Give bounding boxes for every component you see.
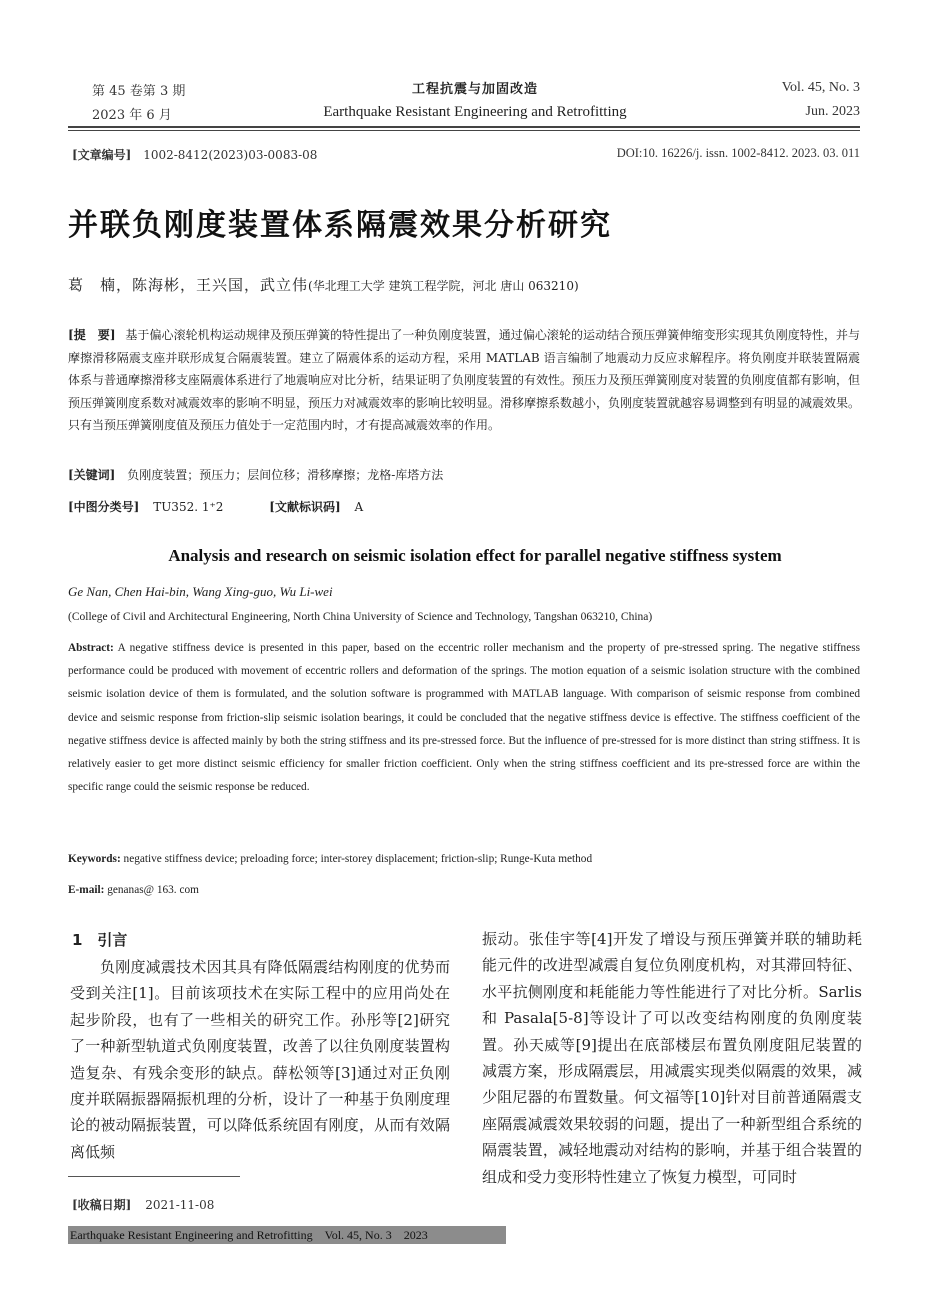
section-heading: 1 引言 bbox=[72, 931, 128, 949]
clc-value: TU352. 1⁺2 bbox=[153, 500, 224, 514]
doc-code-label: [文献标识码] bbox=[269, 500, 341, 514]
classification-line bbox=[68, 496, 860, 519]
abstract-en bbox=[68, 637, 860, 799]
email-value: genanas@ 163. com bbox=[107, 884, 199, 896]
doi: DOI:10. 16226/j. issn. 1002-8412. 2023. 03. 011 bbox=[616, 146, 860, 160]
authors-cn bbox=[68, 274, 579, 295]
affiliation-cn: (华北理工大学 建筑工程学院，河北 唐山 063210) bbox=[308, 279, 579, 293]
volume-issue-en: Vol. 45, No. 3 bbox=[781, 80, 860, 95]
abstract-en-label: Abstract: bbox=[68, 642, 114, 654]
abstract-en-text: A negative stiffness device is presented in this paper, based on the eccentric roller mechanism and the property of pre-stressed spring. The negative stiffness performance could be produced with movement of eccentric rollers and deformation of the springs. The motion equation of a seismic isolation structure with the combined seismic isolation device of them is formulated, and the solution software is programmed with MATLAB language. With comparison of seismic response from combined device and seismic response from friction-slip seismic isolation bearings, it could be concluded that the negative stiffness device is effective. The stiffness coefficient of the negative stiffness device is affected mainly by both the string stiffness and its pre-stressed force. But the influence of pre-stressed for is more distinct than string stiffness. It is relatively easier to get more distinct seismic efficiency for smaller friction coefficient. Only when the string stiffness coefficient and its pre-stressed force are within the specific range could the seismic response be reduced. bbox=[68, 642, 861, 794]
date-cn: 2023 年 6 月 bbox=[92, 108, 172, 123]
body-left-column: 负刚度减震技术因其具有降低隔震结构刚度的优势而受到关注[1]。目前该项技术在实际工程中的应用尚处在起步阶段，也有了一些相关的研究工作。孙彤等[2]研究了一种新型轨道式负刚度装置，改善了以往负刚度装置构造复杂、有残余变形的缺点。薛松领等[3]通过对正负刚度并联隔振器隔振机理的分析，设计了一种基于负刚度理论的被动隔振装置，可以降低系统固有刚度，从而有效隔离低频 bbox=[70, 958, 450, 1161]
received-date-value: 2021-11-08 bbox=[145, 1198, 215, 1212]
journal-name-cn: 工程抗震与加固改造 bbox=[411, 82, 538, 97]
journal-name-en: Earthquake Resistant Engineering and Retrofitting bbox=[323, 104, 627, 120]
footnote-rule bbox=[68, 1176, 240, 1177]
article-number-value: 1002-8412(2023)03-0083-08 bbox=[143, 148, 318, 162]
page-title: 并联负刚度装置体系隔震效果分析研究 bbox=[68, 208, 612, 243]
keywords-cn-label: [关键词] bbox=[68, 468, 116, 482]
page-footer: Earthquake Resistant Engineering and Retrofitting Vol. 45, No. 3 2023 bbox=[68, 1226, 506, 1244]
abstract-cn-label: [提 要] bbox=[68, 328, 116, 342]
article-number bbox=[72, 146, 317, 163]
author-names-cn: 葛 楠，陈海彬，王兴国，武立伟 bbox=[68, 276, 309, 294]
body-right-column: 振动。张佳宇等[4]开发了增设与预压弹簧并联的辅助耗能元件的改进型减震自复位负刚度机构，对其滞回特征、水平抗侧刚度和耗能能力等性能进行了对比分析。Sarlis 和 Pasala[5-8]等设计了可以改变结构刚度的负刚度装置。孙天威等[9]提出在底部楼层布置负刚度阻尼装置的减震方案，形成隔震层，用减震实现类似隔震的效果，减少阻尼器的布置数量。何文福等[10]针对目前普通隔震支座隔震减震效果较弱的问题，提出了一种新型组合系统的隔震装置，减轻地震动对结构的影响，并基于组合装置的组成和受力变形特性建立了恢复力模型，可同时 bbox=[482, 930, 862, 1186]
abstract-cn-text: 基于偏心滚轮机构运动规律及预压弹簧的特性提出了一种负刚度装置，通过偏心滚轮的运动结合预压弹簧伸缩变形实现其负刚度特性，并与摩擦滑移隔震支座并联形成复合隔震装置。建立了隔震体系的运动方程，采用 MATLAB 语言编制了地震动力反应求解程序。将负刚度并联装置隔震体系与普通摩擦滑移支座隔震体系进行了地震响应对比分析，结果证明了负刚度装置的有效性。预压力及预压弹簧刚度对装置的负刚度值都有影响，但预压弹簧刚度系数对减震效率的影响不明显，预压力对减震效率的影响比较明显。滑移摩擦系数越小，负刚度装置就越容易调整到有明显的减震效果。只有当预压弹簧刚度值及预压力值处于一定范围内时，才有提高减震效率的作用。 bbox=[68, 328, 861, 432]
clc-label: [中图分类号] bbox=[68, 500, 140, 514]
article-number-label: [文章编号] bbox=[72, 148, 132, 162]
date-en: Jun. 2023 bbox=[805, 104, 860, 119]
doc-code-value: A bbox=[354, 500, 364, 514]
email-label: E-mail: bbox=[68, 884, 105, 896]
header-rule-thin bbox=[68, 130, 860, 131]
abstract-cn bbox=[68, 324, 860, 437]
authors-en: Ge Nan, Chen Hai-bin, Wang Xing-guo, Wu Li-wei bbox=[68, 584, 333, 599]
keywords-cn bbox=[68, 464, 860, 487]
keywords-en bbox=[68, 848, 860, 871]
received-date bbox=[72, 1196, 214, 1213]
header-rule bbox=[68, 126, 860, 128]
received-date-label: [收稿日期] bbox=[72, 1198, 132, 1212]
volume-issue-cn: 第 45 卷第 3 期 bbox=[92, 84, 186, 99]
affiliation-en: (College of Civil and Architectural Engineering, North China University of Science and Technology, Tangshan 063210, China) bbox=[68, 611, 653, 623]
keywords-en-label: Keywords: bbox=[68, 853, 121, 865]
title-en: Analysis and research on seismic isolation effect for parallel negative stiffness system bbox=[168, 546, 782, 565]
keywords-en-text: negative stiffness device; preloading force; inter-storey displacement; friction-slip; Runge-Kuta method bbox=[123, 853, 593, 865]
email bbox=[68, 879, 860, 902]
keywords-cn-text: 负刚度装置；预压力；层间位移；滑移摩擦；龙格-库塔方法 bbox=[127, 468, 444, 482]
